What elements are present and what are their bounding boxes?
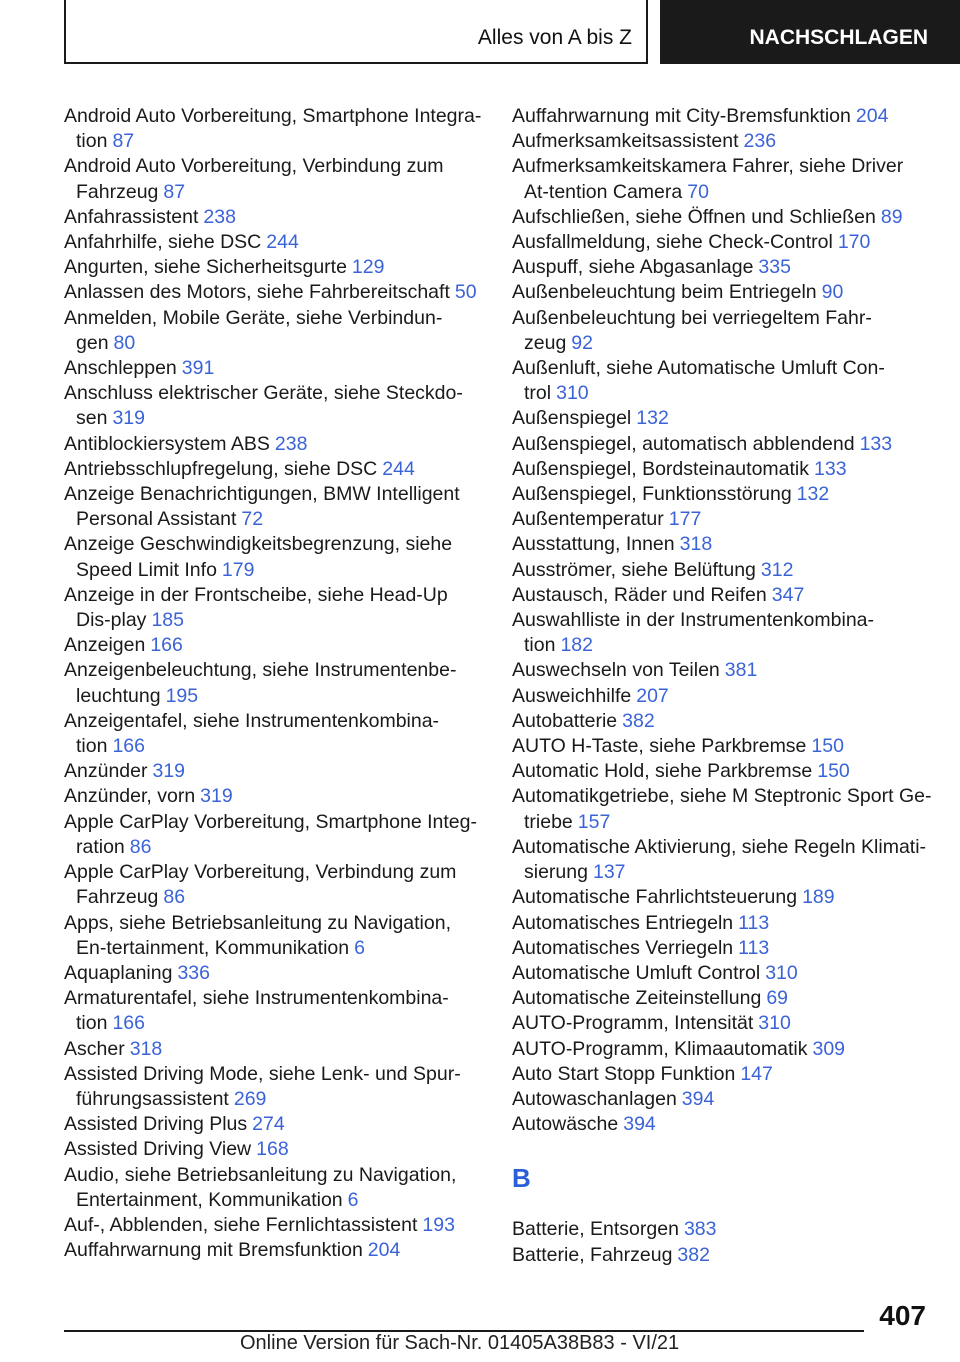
- header-tab-label: NACHSCHLAGEN: [749, 26, 928, 49]
- index-entry-term: Antiblockiersystem ABS: [64, 432, 270, 455]
- index-entry-term: Anzeigen: [64, 634, 146, 657]
- index-entry-page-link[interactable]: 207: [636, 684, 669, 707]
- index-entry: [64, 583, 484, 633]
- index-entry: [64, 205, 484, 230]
- index-entry-page-link[interactable]: 347: [771, 583, 805, 606]
- index-entry-page-link[interactable]: 309: [812, 1037, 846, 1060]
- footer-text: Online Version für Sach-Nr. 01405A38B83 - VI/21: [240, 1332, 680, 1354]
- index-entry-term: Antriebsschlupfregelung, siehe DSC: [64, 457, 378, 480]
- index-entry-term: Assisted Driving Plus: [64, 1113, 248, 1136]
- index-entry: [64, 356, 484, 381]
- index-entry-term: Außenluft, siehe Automatische Umluft Con-trol: [512, 357, 885, 405]
- index-entry: [512, 1011, 932, 1036]
- index-entry: [64, 1137, 484, 1162]
- index-entry: [64, 104, 484, 154]
- index-entry-term: Ausweichhilfe: [512, 684, 632, 707]
- index-entry-page-link[interactable]: 394: [681, 1087, 715, 1110]
- index-entry-page-link[interactable]: 86: [129, 835, 152, 858]
- index-entry-term: Ausströmer, siehe Belüftung: [512, 558, 756, 581]
- index-entry: [64, 658, 484, 708]
- index-entry-page-link[interactable]: 319: [152, 760, 186, 783]
- index-entry-page-link[interactable]: 133: [814, 457, 847, 480]
- index-entry-page-link[interactable]: 80: [113, 331, 136, 354]
- index-entry-term: Autowäsche: [512, 1113, 619, 1136]
- index-entry-term: Automatisches Entriegeln: [512, 911, 734, 934]
- index-entry-page-link[interactable]: 274: [252, 1113, 285, 1136]
- index-entry-page-link[interactable]: 6: [347, 1188, 359, 1211]
- index-entry-page-link[interactable]: 168: [256, 1138, 289, 1161]
- index-entry-term: Auswahlliste in der Instrumentenkombina-tion: [512, 609, 875, 657]
- index-entry: [512, 709, 932, 734]
- index-entry-term: Außenspiegel, Funktionsstörung: [512, 483, 792, 506]
- index-entry-page-link[interactable]: 381: [724, 659, 758, 682]
- index-entry-page-link[interactable]: 133: [859, 432, 893, 455]
- index-entry: [512, 1037, 932, 1062]
- index-entry-page-link[interactable]: 382: [622, 709, 655, 732]
- index-entry-page-link[interactable]: 147: [740, 1062, 773, 1085]
- index-entry: [512, 986, 932, 1011]
- index-entry-page-link[interactable]: 310: [765, 961, 798, 984]
- index-entry: [64, 306, 484, 356]
- index-entry: [64, 1037, 484, 1062]
- index-entry-page-link[interactable]: 166: [112, 735, 145, 758]
- index-entry-term: Anzünder, vorn: [64, 785, 196, 808]
- index-entry: [512, 432, 932, 457]
- index-entry-term: AUTO-Programm, Klimaautomatik: [512, 1037, 808, 1060]
- index-entry-page-link[interactable]: 204: [855, 105, 889, 127]
- index-entry: [512, 1062, 932, 1087]
- index-entry: [512, 885, 932, 910]
- index-entry-page-link[interactable]: 89: [880, 205, 903, 228]
- index-entry: [64, 255, 484, 280]
- index-entry: [512, 911, 932, 936]
- index-entry-page-link[interactable]: 113: [738, 936, 770, 959]
- index-entry-page-link[interactable]: 113: [738, 911, 770, 934]
- index-column-right: [512, 104, 932, 1268]
- index-entry-page-link[interactable]: 310: [758, 1012, 791, 1035]
- index-entry-term: Anzeige Geschwindigkeitsbegrenzung, siehe Speed Limit Info: [64, 533, 453, 581]
- index-entry: [512, 154, 932, 204]
- index-entry-page-link[interactable]: 157: [577, 810, 611, 833]
- index-entry-term: Ascher: [64, 1037, 125, 1060]
- index-entry-term: Anzeigenbeleuchtung, siehe Instrumentenbe-leuchtung: [64, 659, 457, 707]
- index-entry: [512, 608, 932, 658]
- index-entry: [512, 961, 932, 986]
- index-entry-term: Automatic Hold, siehe Parkbremse: [512, 760, 813, 783]
- index-entry-page-link[interactable]: 86: [163, 886, 186, 909]
- index-entry-page-link[interactable]: 185: [151, 609, 184, 632]
- index-entry: [64, 532, 484, 582]
- index-entry: [64, 482, 484, 532]
- index-entry-page-link[interactable]: 394: [623, 1113, 656, 1136]
- index-entry-term: Anzeige Benachrichtigungen, BMW Intelligent Personal Assistant: [64, 483, 460, 531]
- index-entry: [512, 406, 932, 431]
- index-entry-page-link[interactable]: 179: [221, 558, 255, 581]
- index-entry: [512, 684, 932, 709]
- index-entry: [512, 658, 932, 683]
- index-entry: [64, 911, 484, 961]
- index-entry: [512, 356, 932, 406]
- index-entry: [512, 1112, 932, 1137]
- index-entry-page-link[interactable]: 244: [266, 231, 299, 254]
- index-entry: [64, 1163, 484, 1213]
- index-column-left: [64, 104, 484, 1263]
- index-entry: [512, 280, 932, 305]
- index-entry-term: Autobatterie: [512, 709, 618, 732]
- index-entry-page-link[interactable]: 238: [203, 205, 236, 228]
- index-entry-page-link[interactable]: 391: [181, 357, 215, 380]
- index-entry-page-link[interactable]: 50: [454, 281, 477, 304]
- index-entry-page-link[interactable]: 177: [668, 508, 702, 531]
- index-entry-page-link[interactable]: 238: [274, 432, 308, 455]
- index-entry: [64, 1213, 484, 1238]
- index-entry-term: Auspuff, siehe Abgasanlage: [512, 256, 754, 279]
- index-entry: [64, 986, 484, 1036]
- index-entry-page-link[interactable]: 90: [821, 281, 844, 304]
- index-entry: [512, 230, 932, 255]
- index-entry: [512, 936, 932, 961]
- index-entry-page-link[interactable]: 132: [796, 483, 830, 506]
- index-entry: [64, 381, 484, 431]
- index-entry-term: Audio, siehe Betriebsanleitung zu Navigation, Entertainment, Kommunikation: [64, 1163, 457, 1211]
- index-entry: [64, 860, 484, 910]
- index-entry-term: AUTO H-Taste, siehe Parkbremse: [512, 735, 807, 758]
- index-entry-term: Außenspiegel: [512, 407, 632, 430]
- index-entry-page-link[interactable]: 170: [837, 231, 871, 254]
- index-entry: [512, 255, 932, 280]
- index-entry: [64, 810, 484, 860]
- index-entry-term: Ausstattung, Innen: [512, 533, 675, 556]
- index-entry: [64, 432, 484, 457]
- index-entry-page-link[interactable]: 166: [112, 1012, 145, 1035]
- index-entry-term: Anzünder: [64, 760, 148, 783]
- index-entry-page-link[interactable]: 70: [687, 180, 709, 203]
- index-entry-term: Anlassen des Motors, siehe Fahrbereitschaft: [64, 281, 450, 304]
- index-entry: [64, 1238, 484, 1263]
- index-entry-term: Auf-, Abblenden, siehe Fernlichtassistent: [64, 1213, 418, 1236]
- index-entry-term: Anzeigentafel, siehe Instrumentenkombina-tion: [64, 709, 440, 758]
- header-section-box: [64, 0, 648, 64]
- index-entry-term: Automatische Zeiteinstellung: [512, 987, 762, 1010]
- index-entry-term: Assisted Driving Mode, siehe Lenk- und Spur-führungsassistent: [64, 1062, 461, 1110]
- index-entry-term: Apple CarPlay Vorbereitung, Verbindung zum Fahrzeug: [64, 861, 457, 909]
- header-section-title: Alles von A bis Z: [477, 26, 632, 49]
- index-entry-term: Auffahrwarnung mit Bremsfunktion: [64, 1239, 363, 1262]
- index-entry-term: Autowaschanlagen: [512, 1087, 677, 1110]
- index-entry-page-link[interactable]: 87: [163, 180, 186, 203]
- index-entry-page-link[interactable]: 204: [367, 1239, 401, 1262]
- index-entry-page-link[interactable]: 150: [811, 735, 844, 758]
- index-entry-term: Außenbeleuchtung bei verriegeltem Fahr-zeug: [512, 306, 872, 354]
- header-tab-box: [660, 0, 960, 64]
- index-entry-page-link[interactable]: 87: [112, 130, 135, 153]
- index-entry: [512, 835, 932, 885]
- index-entry-page-link[interactable]: 382: [677, 1243, 710, 1266]
- index-entry: [512, 532, 932, 557]
- index-entry-term: Austausch, Räder und Reifen: [512, 583, 767, 606]
- index-entry-page-link[interactable]: 244: [382, 457, 415, 480]
- index-entry: [512, 1087, 932, 1112]
- index-entry-term: Ausfallmeldung, siehe Check-Control: [512, 231, 833, 254]
- index-entry: [64, 961, 484, 986]
- index-entry: [512, 558, 932, 583]
- index-entry-page-link[interactable]: 166: [150, 634, 183, 657]
- index-entry: [512, 129, 932, 154]
- index-entry: [512, 457, 932, 482]
- index-entry-term: Außenspiegel, Bordsteinautomatik: [512, 457, 810, 480]
- index-entry-term: Armaturentafel, siehe Instrumentenkombina-tion: [64, 987, 449, 1035]
- index-entry-page-link[interactable]: 69: [766, 987, 789, 1010]
- index-entry-page-link[interactable]: 310: [556, 382, 589, 405]
- index-entry-page-link[interactable]: 336: [177, 961, 210, 984]
- index-entry-page-link[interactable]: 129: [351, 256, 385, 279]
- index-entry-page-link[interactable]: 318: [679, 533, 713, 556]
- index-entry-page-link[interactable]: 72: [241, 508, 264, 531]
- index-entry-term: Anschleppen: [64, 357, 177, 380]
- index-entry: [64, 154, 484, 204]
- index-entry: [64, 1062, 484, 1112]
- index-entry-term: Assisted Driving View: [64, 1138, 252, 1161]
- index-entry-term: Apps, siehe Betriebsanleitung zu Navigation, En-tertainment, Kommunikation: [64, 911, 451, 959]
- index-entry: [64, 784, 484, 809]
- index-entry-page-link[interactable]: 92: [571, 331, 593, 354]
- index-entry-term: Aufschließen, siehe Öffnen und Schließen: [512, 205, 876, 228]
- index-entry-page-link[interactable]: 137: [592, 861, 626, 884]
- index-entry: [64, 709, 484, 759]
- index-entry-term: Außenbeleuchtung beim Entriegeln: [512, 281, 817, 304]
- index-entry-page-link[interactable]: 312: [760, 558, 794, 581]
- index-entry-page-link[interactable]: 383: [683, 1218, 717, 1241]
- index-entry-page-link[interactable]: 236: [743, 130, 777, 153]
- index-entry: [64, 457, 484, 482]
- index-entry: [512, 306, 932, 356]
- index-entry-page-link[interactable]: 193: [422, 1213, 455, 1236]
- index-entry: [512, 1243, 932, 1268]
- index-entry-page-link[interactable]: 319: [112, 407, 145, 430]
- index-entry: [64, 280, 484, 305]
- index-entry: [64, 1112, 484, 1137]
- index-entry: [512, 583, 932, 608]
- index-entry-term: AUTO-Programm, Intensität: [512, 1012, 754, 1035]
- index-entry-term: Apple CarPlay Vorbereitung, Smartphone Integ-ration: [64, 810, 477, 858]
- index-entry: [512, 205, 932, 230]
- index-entry: [64, 759, 484, 784]
- index-entry-term: Anschluss elektrischer Geräte, siehe Steckdo-sen: [64, 382, 463, 430]
- index-entry-page-link[interactable]: 319: [200, 785, 233, 808]
- index-entry: [512, 759, 932, 784]
- index-entry-page-link[interactable]: 182: [560, 634, 593, 657]
- index-entry-term: Automatische Aktivierung, siehe Regeln Klimati-sierung: [512, 835, 927, 884]
- index-entry-term: Automatische Umluft Control: [512, 961, 761, 984]
- page-number: 407: [879, 1300, 926, 1331]
- index-entry-term: Aufmerksamkeitsassistent: [512, 130, 739, 153]
- index-entry-page-link[interactable]: 189: [802, 886, 835, 909]
- index-entry: [512, 1217, 932, 1242]
- index-entry-term: Anzeige in der Frontscheibe, siehe Head-Up Dis-play: [64, 583, 448, 632]
- index-entry-page-link[interactable]: 6: [354, 936, 365, 959]
- index-entry: [512, 507, 932, 532]
- index-entry-term: Android Auto Vorbereitung, Smartphone Integra-tion: [64, 105, 482, 153]
- index-entry: [512, 784, 932, 834]
- index-entry: [64, 633, 484, 658]
- index-entry: [64, 230, 484, 255]
- index-entry: [512, 104, 932, 129]
- index-entry-term: Android Auto Vorbereitung, Verbindung zum Fahrzeug: [64, 155, 444, 203]
- index-entry-page-link[interactable]: 195: [165, 684, 199, 707]
- index-entry-term: Außentemperatur: [512, 508, 664, 531]
- index-entry-term: Automatisches Verriegeln: [512, 936, 734, 959]
- index-entry-term: Auffahrwarnung mit City-Bremsfunktion: [512, 105, 851, 127]
- index-entry-term: Anfahrhilfe, siehe DSC: [64, 231, 262, 254]
- index-entry-term: Angurten, siehe Sicherheitsgurte: [64, 256, 347, 279]
- index-entry-term: Auswechseln von Teilen: [512, 659, 720, 682]
- index-entry-term: Anfahrassistent: [64, 205, 199, 228]
- index-entry-term: Aquaplaning: [64, 961, 173, 984]
- index-entry-page-link[interactable]: 150: [817, 760, 850, 783]
- index-entry-term: Batterie, Entsorgen: [512, 1218, 679, 1241]
- index-entry-term: Anmelden, Mobile Geräte, siehe Verbindun-gen: [64, 306, 443, 354]
- index-entry-term: Außenspiegel, automatisch abblendend: [512, 432, 855, 455]
- index-entry-term: Automatikgetriebe, siehe M Steptronic Sport Ge-triebe: [512, 785, 932, 833]
- index-entry-term: Batterie, Fahrzeug: [512, 1243, 673, 1266]
- index-entry-page-link[interactable]: 335: [758, 256, 791, 279]
- index-entry-page-link[interactable]: 269: [233, 1087, 267, 1110]
- section-letter-heading: B: [512, 1163, 531, 1194]
- index-entry-term: Automatische Fahrlichtsteuerung: [512, 886, 798, 909]
- index-entry-term: Auto Start Stopp Funktion: [512, 1062, 736, 1085]
- index-entry: [512, 482, 932, 507]
- index-entry-page-link[interactable]: 132: [636, 407, 669, 430]
- index-entry-page-link[interactable]: 318: [129, 1037, 163, 1060]
- index-entry-term: Aufmerksamkeitskamera Fahrer, siehe Driver At-tention Camera: [512, 155, 904, 203]
- index-entry: [512, 734, 932, 759]
